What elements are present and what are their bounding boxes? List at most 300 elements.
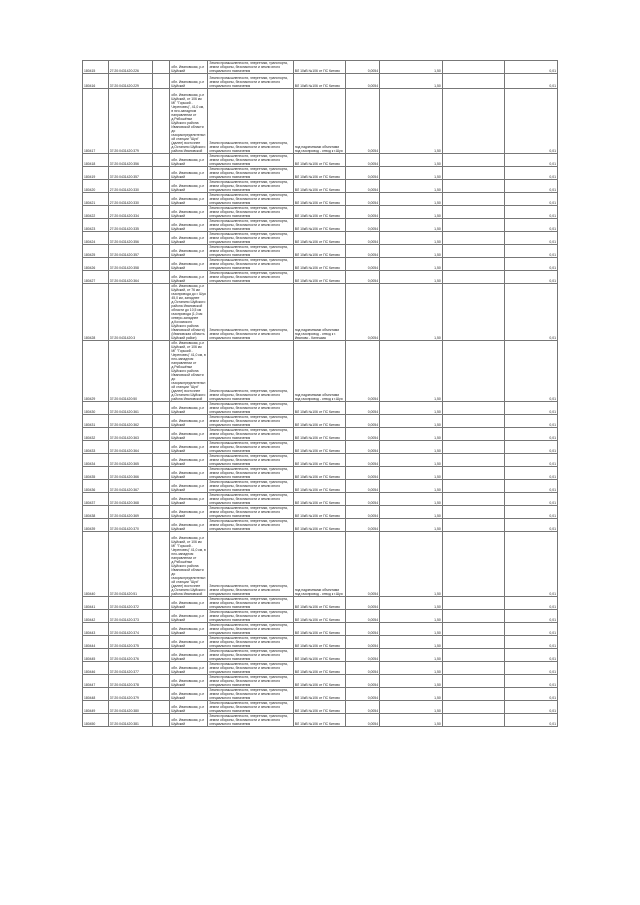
land-category-cell: Земли промышленности, энергетики, транспорта, земли обороны, безопасности и земли иного специального назначения (208, 206, 293, 219)
sum-cell: 0,01 (505, 154, 558, 167)
table-row (83, 623, 558, 636)
table-row (83, 245, 558, 258)
address-cell: обл. Ивановская, р-н Шуйский (170, 623, 208, 636)
area-cell: 0,0054 (346, 167, 380, 180)
area-cell: 0,0054 (346, 519, 380, 532)
row-id-cell: 180445 (83, 649, 109, 662)
address-cell: обл. Ивановская, р-н Шуйский (170, 167, 208, 180)
sum-cell: 0,01 (505, 428, 558, 441)
sum-cell: 0,01 (505, 74, 558, 89)
table-row (83, 415, 558, 428)
spacer-cell (152, 258, 169, 271)
blank-cell (442, 506, 505, 519)
blank-cell (442, 61, 505, 74)
blank-cell (442, 341, 505, 402)
land-category-cell: Земли промышленности, энергетики, транспорта, земли обороны, безопасности и земли иного специального назначения (208, 675, 293, 688)
spacer-cell (152, 714, 169, 727)
row-id-cell: 180436 (83, 480, 109, 493)
area-cell: 0,0054 (346, 89, 380, 154)
land-category-cell: Земли промышленности, энергетики, транспорта, земли обороны, безопасности и земли иного специального назначения (208, 662, 293, 675)
table-row (83, 341, 558, 402)
cadastral-number-cell: 27:20:0431420:330 (108, 180, 152, 193)
blank-cell (442, 415, 505, 428)
purpose-cell: ВЛ 10кВ №106 от ПС Китово (293, 454, 345, 467)
cadastral-number-cell: 37:20:0431420:50 (108, 341, 152, 402)
address-cell: обл. Ивановская, р-н Шуйский (170, 232, 208, 245)
rate-cell: 1,50 (380, 688, 443, 701)
area-cell: 0,0054 (346, 441, 380, 454)
blank-cell (442, 467, 505, 480)
purpose-cell: ВЛ 10кВ №106 от ПС Китово (293, 74, 345, 89)
purpose-cell: ВЛ 10кВ №106 от ПС Китово (293, 675, 345, 688)
land-category-cell: Земли промышленности, энергетики, транспорта, земли обороны, безопасности и земли иного специального назначения (208, 623, 293, 636)
land-category-cell: Земли промышленности, энергетики, транспорта, земли обороны, безопасности и земли иного специального назначения (208, 454, 293, 467)
row-id-cell: 180416 (83, 74, 109, 89)
rate-cell: 1,50 (380, 415, 443, 428)
row-id-cell: 180434 (83, 454, 109, 467)
sum-cell: 0,01 (505, 610, 558, 623)
cadastral-number-cell: 37:20:0431420:376 (108, 649, 152, 662)
rate-cell: 1,50 (380, 341, 443, 402)
address-cell: обл. Ивановская, р-н Шуйский (170, 415, 208, 428)
purpose-cell: ВЛ 10кВ №106 от ПС Китово (293, 467, 345, 480)
table-row (83, 284, 558, 341)
area-cell: 0,0054 (346, 284, 380, 341)
blank-cell (442, 493, 505, 506)
sum-cell: 0,01 (505, 341, 558, 402)
area-cell: 0,0054 (346, 271, 380, 284)
purpose-cell: ВЛ 10кВ №106 от ПС Китово (293, 714, 345, 727)
purpose-cell: ВЛ 10кВ №106 от ПС Китово (293, 623, 345, 636)
blank-cell (442, 245, 505, 258)
spacer-cell (152, 493, 169, 506)
address-cell: обл. Ивановская, р-н Шуйский (170, 180, 208, 193)
purpose-cell: ВЛ 10кВ №106 от ПС Китово (293, 180, 345, 193)
land-category-cell: Земли промышленности, энергетики, транспорта, земли обороны, безопасности и земли иного специального назначения (208, 532, 293, 597)
rate-cell: 1,50 (380, 714, 443, 727)
rate-cell: 1,50 (380, 167, 443, 180)
row-id-cell: 180444 (83, 636, 109, 649)
address-cell: обл. Ивановская, р-н Шуйский (170, 219, 208, 232)
table-row (83, 167, 558, 180)
purpose-cell: ВЛ 10кВ №106 от ПС Китово (293, 271, 345, 284)
cadastral-number-cell: 37:20:0431420:381 (108, 714, 152, 727)
rate-cell: 1,50 (380, 493, 443, 506)
spacer-cell (152, 193, 169, 206)
area-cell: 0,0054 (346, 206, 380, 219)
row-id-cell: 180443 (83, 623, 109, 636)
cadastral-number-cell: 37:20:0431420:358 (108, 258, 152, 271)
purpose-cell: ВЛ 10кВ №106 от ПС Китово (293, 649, 345, 662)
spacer-cell (152, 271, 169, 284)
address-cell: обл. Ивановская, р-н Шуйский (170, 206, 208, 219)
blank-cell (442, 688, 505, 701)
table-row (83, 428, 558, 441)
purpose-cell: ВЛ 10кВ №106 от ПС Китово (293, 519, 345, 532)
purpose-cell: ВЛ 10кВ №106 от ПС Китово (293, 245, 345, 258)
sum-cell: 0,01 (505, 193, 558, 206)
row-id-cell: 180439 (83, 519, 109, 532)
spacer-cell (152, 167, 169, 180)
row-id-cell: 180431 (83, 415, 109, 428)
blank-cell (442, 532, 505, 597)
purpose-cell: ВЛ 10кВ №106 от ПС Китово (293, 480, 345, 493)
blank-cell (442, 193, 505, 206)
spacer-cell (152, 610, 169, 623)
blank-cell (442, 636, 505, 649)
cadastral-number-cell: 37:20:0431420:370 (108, 519, 152, 532)
spacer-cell (152, 206, 169, 219)
table-row (83, 662, 558, 675)
land-category-cell: Земли промышленности, энергетики, транспорта, земли обороны, безопасности и земли иного специального назначения (208, 506, 293, 519)
purpose-cell: ВЛ 10кВ №106 от ПС Китово (293, 61, 345, 74)
address-cell: обл. Ивановская, р-н Шуйский, от 106 км МГ "Горький - Череповец", 41,0 км, в юго-западном направлении от д.Рябошёнки Шуйского района Ивановской области до газораспределительной станции "Шуя" (далее) восточнее д.Останино Шуйского района Ивановской (170, 89, 208, 154)
rate-cell: 1,50 (380, 61, 443, 74)
blank-cell (442, 154, 505, 167)
land-category-cell: Земли промышленности, энергетики, транспорта, земли обороны, безопасности и земли иного специального назначения (208, 701, 293, 714)
sum-cell: 0,01 (505, 454, 558, 467)
rate-cell: 1,50 (380, 636, 443, 649)
rate-cell: 1,50 (380, 89, 443, 154)
blank-cell (442, 284, 505, 341)
table-row (83, 454, 558, 467)
land-category-cell: Земли промышленности, энергетики, транспорта, земли обороны, безопасности и земли иного специального назначения (208, 428, 293, 441)
table-row (83, 610, 558, 623)
area-cell: 0,0054 (346, 688, 380, 701)
address-cell: обл. Ивановская, р-н Шуйский (170, 193, 208, 206)
table-row (83, 154, 558, 167)
blank-cell (442, 180, 505, 193)
area-cell: 0,0054 (346, 402, 380, 415)
table-row (83, 180, 558, 193)
blank-cell (442, 597, 505, 610)
cadastral-number-cell: 37:20:0431420:377 (108, 662, 152, 675)
sum-cell: 0,01 (505, 662, 558, 675)
address-cell: обл. Ивановская, р-н Шуйский (170, 154, 208, 167)
sum-cell: 0,01 (505, 701, 558, 714)
sum-cell: 0,01 (505, 89, 558, 154)
row-id-cell: 180432 (83, 428, 109, 441)
rate-cell: 1,50 (380, 480, 443, 493)
spacer-cell (152, 154, 169, 167)
area-cell: 0,0054 (346, 493, 380, 506)
spacer-cell (152, 89, 169, 154)
row-id-cell: 180418 (83, 154, 109, 167)
address-cell: обл. Ивановская, р-н Шуйский (170, 402, 208, 415)
address-cell: обл. Ивановская, р-н Шуйский (170, 688, 208, 701)
address-cell: обл. Ивановская, р-н Шуйский (170, 519, 208, 532)
blank-cell (442, 441, 505, 454)
address-cell: обл. Ивановская, р-н Шуйский, от 106 км МГ "Горький - Череповец" 41,0 км, в юго-западном направлении от д.Рябошёнки Шуйского района Ивановской области до газораспределительной станции "Шуя" (далее) восточнее д.Останино Шуйского района Ивановской (170, 341, 208, 402)
row-id-cell: 180429 (83, 341, 109, 402)
rate-cell: 1,50 (380, 454, 443, 467)
spacer-cell (152, 688, 169, 701)
area-cell: 0,0054 (346, 701, 380, 714)
rate-cell: 1,50 (380, 532, 443, 597)
purpose-cell: ВЛ 10кВ №106 от ПС Китово (293, 493, 345, 506)
blank-cell (442, 610, 505, 623)
area-cell: 0,0054 (346, 245, 380, 258)
area-cell: 0,0054 (346, 428, 380, 441)
area-cell: 0,0054 (346, 180, 380, 193)
land-category-cell: Земли промышленности, энергетики, транспорта, земли обороны, безопасности и земли иного специального назначения (208, 402, 293, 415)
sum-cell: 0,01 (505, 180, 558, 193)
blank-cell (442, 219, 505, 232)
address-cell: обл. Ивановская, р-н Шуйский (170, 714, 208, 727)
sum-cell: 0,01 (505, 493, 558, 506)
table-row (83, 519, 558, 532)
blank-cell (442, 402, 505, 415)
land-category-cell: Земли промышленности, энергетики, транспорта, земли обороны, безопасности и земли иного специального назначения (208, 597, 293, 610)
sum-cell: 0,01 (505, 623, 558, 636)
address-cell: обл. Ивановская, р-н Шуйский (170, 597, 208, 610)
rate-cell: 1,50 (380, 623, 443, 636)
land-category-cell: Земли промышленности, энергетики, транспорта, земли обороны, безопасности и земли иного специального назначения (208, 519, 293, 532)
sum-cell: 0,01 (505, 245, 558, 258)
address-cell: обл. Ивановская, р-н Шуйский (170, 636, 208, 649)
sum-cell: 0,01 (505, 167, 558, 180)
spacer-cell (152, 284, 169, 341)
land-category-cell: Земли промышленности, энергетики, транспорта, земли обороны, безопасности и земли иного специального назначения (208, 714, 293, 727)
table-row (83, 219, 558, 232)
spacer-cell (152, 415, 169, 428)
land-category-cell: Земли промышленности, энергетики, транспорта, земли обороны, безопасности и земли иного специального назначения (208, 219, 293, 232)
land-category-cell: Земли промышленности, энергетики, транспорта, земли обороны, безопасности и земли иного специального назначения (208, 154, 293, 167)
land-category-cell: Земли промышленности, энергетики, транспорта, земли обороны, безопасности и земли иного специального назначения (208, 480, 293, 493)
address-cell: обл. Ивановская, р-н Шуйский (170, 649, 208, 662)
cadastral-number-cell: 37:20:0431420:366 (108, 467, 152, 480)
purpose-cell: ВЛ 10кВ №106 от ПС Китово (293, 597, 345, 610)
purpose-cell: ВЛ 10кВ №106 от ПС Китово (293, 415, 345, 428)
land-category-cell: Земли промышленности, энергетики, транспорта, земли обороны, безопасности и земли иного специального назначения (208, 232, 293, 245)
address-cell: обл. Ивановская, р-н Шуйский (170, 74, 208, 89)
land-category-cell: Земли промышленности, энергетики, транспорта, земли обороны, безопасности и земли иного специального назначения (208, 167, 293, 180)
blank-cell (442, 714, 505, 727)
row-id-cell: 180427 (83, 271, 109, 284)
row-id-cell: 180433 (83, 441, 109, 454)
cadastral-number-cell: 37:20:0431420:380 (108, 701, 152, 714)
cadastral-number-cell: 37:20:0431420:357 (108, 245, 152, 258)
land-category-cell: Земли промышленности, энергетики, транспорта, земли обороны, безопасности и земли иного специального назначения (208, 636, 293, 649)
area-cell: 0,0054 (346, 623, 380, 636)
rate-cell: 1,50 (380, 271, 443, 284)
land-category-cell: Земли промышленности, энергетики, транспорта, земли обороны, безопасности и земли иного специального назначения (208, 245, 293, 258)
table-row (83, 675, 558, 688)
table-row (83, 441, 558, 454)
land-category-cell: Земли промышленности, энергетики, транспорта, земли обороны, безопасности и земли иного специального назначения (208, 271, 293, 284)
rate-cell: 1,50 (380, 284, 443, 341)
table-row (83, 61, 558, 74)
purpose-cell: ВЛ 10кВ №106 от ПС Китово (293, 193, 345, 206)
cadastral-number-cell: 27:20:0431420:335 (108, 219, 152, 232)
table-row (83, 688, 558, 701)
spacer-cell (152, 675, 169, 688)
rate-cell: 1,50 (380, 428, 443, 441)
cadastral-number-cell: 37:20:0431420:372 (108, 597, 152, 610)
rate-cell: 1,50 (380, 245, 443, 258)
purpose-cell: ВЛ 10кВ №106 от ПС Китово (293, 662, 345, 675)
spacer-cell (152, 441, 169, 454)
rate-cell: 1,50 (380, 232, 443, 245)
sum-cell: 0,01 (505, 675, 558, 688)
table-body (83, 61, 558, 727)
row-id-cell: 180419 (83, 167, 109, 180)
table-row (83, 258, 558, 271)
purpose-cell: ВЛ 10кВ №106 от ПС Китово (293, 219, 345, 232)
purpose-cell: ВЛ 10кВ №106 от ПС Китово (293, 167, 345, 180)
address-cell: обл. Ивановская, р-н Шуйский (170, 245, 208, 258)
row-id-cell: 180448 (83, 688, 109, 701)
cadastral-number-cell: 37:20:0431420:363 (108, 428, 152, 441)
sum-cell: 0,01 (505, 467, 558, 480)
address-cell: обл. Ивановская, р-н Шуйский (170, 467, 208, 480)
blank-cell (442, 232, 505, 245)
area-cell: 0,0054 (346, 532, 380, 597)
cadastral-number-cell: 37:20:0431420:3 (108, 284, 152, 341)
row-id-cell: 180435 (83, 467, 109, 480)
spacer-cell (152, 245, 169, 258)
cadastral-number-cell: 37:20:0431420:364 (108, 441, 152, 454)
area-cell: 0,0054 (346, 506, 380, 519)
row-id-cell: 180423 (83, 219, 109, 232)
spacer-cell (152, 341, 169, 402)
table-row (83, 506, 558, 519)
row-id-cell: 180421 (83, 193, 109, 206)
rate-cell: 1,50 (380, 180, 443, 193)
address-cell: обл. Ивановская, р-н Шуйский (170, 454, 208, 467)
spacer-cell (152, 467, 169, 480)
rate-cell: 1,50 (380, 701, 443, 714)
area-cell: 0,0054 (346, 597, 380, 610)
row-id-cell: 180441 (83, 597, 109, 610)
blank-cell (442, 480, 505, 493)
cadastral-number-cell: 37:20:0431420:365 (108, 454, 152, 467)
cadastral-number-cell: 37:20:0431420:369 (108, 506, 152, 519)
cadastral-number-cell: 37:20:0431420:378 (108, 675, 152, 688)
area-cell: 0,0054 (346, 61, 380, 74)
rate-cell: 1,50 (380, 662, 443, 675)
table-row (83, 271, 558, 284)
land-category-cell: Земли промышленности, энергетики, транспорта, земли обороны, безопасности и земли иного специального назначения (208, 74, 293, 89)
row-id-cell: 180440 (83, 532, 109, 597)
row-id-cell: 180424 (83, 232, 109, 245)
blank-cell (442, 454, 505, 467)
rate-cell: 1,50 (380, 597, 443, 610)
sum-cell: 0,01 (505, 714, 558, 727)
land-category-cell: Земли промышленности, энергетики, транспорта, земли обороны, безопасности и земли иного специального назначения (208, 258, 293, 271)
row-id-cell: 180438 (83, 506, 109, 519)
address-cell: обл. Ивановская, р-н Шуйский (170, 662, 208, 675)
rate-cell: 1,50 (380, 193, 443, 206)
purpose-cell: ВЛ 10кВ №106 от ПС Китово (293, 402, 345, 415)
purpose-cell: ВЛ 10кВ №106 от ПС Китово (293, 610, 345, 623)
table-row (83, 480, 558, 493)
rate-cell: 1,50 (380, 441, 443, 454)
sum-cell: 0,01 (505, 688, 558, 701)
table-row (83, 714, 558, 727)
sum-cell: 0,01 (505, 232, 558, 245)
area-cell: 0,0054 (346, 219, 380, 232)
purpose-cell: ВЛ 10кВ №106 от ПС Китово (293, 206, 345, 219)
table-row (83, 532, 558, 597)
area-cell: 0,0054 (346, 636, 380, 649)
rate-cell: 1,50 (380, 649, 443, 662)
area-cell: 0,0054 (346, 454, 380, 467)
purpose-cell: ВЛ 10кВ №106 от ПС Китово (293, 506, 345, 519)
cadastral-number-cell: 37:20:0431420:356 (108, 232, 152, 245)
cadastral-number-cell: 37:20:0431420:361 (108, 402, 152, 415)
area-cell: 0,0054 (346, 675, 380, 688)
rate-cell: 1,50 (380, 402, 443, 415)
row-id-cell: 180425 (83, 245, 109, 258)
table-row (83, 467, 558, 480)
cadastral-number-cell: 37:20:0431420:367 (108, 480, 152, 493)
row-id-cell: 180415 (83, 61, 109, 74)
row-id-cell: 180450 (83, 714, 109, 727)
spacer-cell (152, 232, 169, 245)
purpose-cell: ВЛ 10кВ №106 от ПС Китово (293, 154, 345, 167)
sum-cell: 0,01 (505, 415, 558, 428)
cadastral-number-cell: 37:20:0431420:379 (108, 688, 152, 701)
cadastral-number-cell: 37:20:0431420:368 (108, 493, 152, 506)
cadastral-number-cell: 27:20:0431420:334 (108, 206, 152, 219)
spacer-cell (152, 519, 169, 532)
table-row (83, 597, 558, 610)
spacer-cell (152, 506, 169, 519)
sum-cell: 0,01 (505, 402, 558, 415)
row-id-cell: 180420 (83, 180, 109, 193)
blank-cell (442, 428, 505, 441)
rate-cell: 1,50 (380, 206, 443, 219)
land-category-cell: Земли промышленности, энергетики, транспорта, земли обороны, безопасности и земли иного специального назначения (208, 193, 293, 206)
blank-cell (442, 206, 505, 219)
rate-cell: 1,50 (380, 519, 443, 532)
land-register-table (82, 60, 558, 727)
table-row (83, 649, 558, 662)
area-cell: 0,0054 (346, 480, 380, 493)
land-category-cell: Земли промышленности, энергетики, транспорта, земли обороны, безопасности и земли иного специального назначения (208, 610, 293, 623)
row-id-cell: 180437 (83, 493, 109, 506)
sum-cell: 0,01 (505, 519, 558, 532)
land-category-cell: Земли промышленности, энергетики, транспорта, земли обороны, безопасности и земли иного специального назначения (208, 467, 293, 480)
blank-cell (442, 701, 505, 714)
address-cell: обл. Ивановская, р-н Шуйский (170, 428, 208, 441)
sum-cell: 0,01 (505, 636, 558, 649)
rate-cell: 1,50 (380, 610, 443, 623)
spacer-cell (152, 74, 169, 89)
spacer-cell (152, 180, 169, 193)
row-id-cell: 180449 (83, 701, 109, 714)
address-cell: обл. Ивановская, р-н Шуйский (170, 701, 208, 714)
purpose-cell: под надземными объектами под газопровод - отвод к г.Шуя (293, 341, 345, 402)
area-cell: 0,0054 (346, 154, 380, 167)
row-id-cell: 180430 (83, 402, 109, 415)
cadastral-number-cell: 37:20:0431420:357 (108, 167, 152, 180)
sum-cell: 0,01 (505, 480, 558, 493)
row-id-cell: 180442 (83, 610, 109, 623)
land-category-cell: Земли промышленности, энергетики, транспорта, земли обороны, безопасности и земли иного специального назначения (208, 415, 293, 428)
cadastral-number-cell: 37:20:0431420:373 (108, 610, 152, 623)
area-cell: 0,0054 (346, 714, 380, 727)
sum-cell: 0,01 (505, 441, 558, 454)
table-row (83, 193, 558, 206)
land-category-cell: Земли промышленности, энергетики, транспорта, земли обороны, безопасности и земли иного специального назначения (208, 61, 293, 74)
purpose-cell: ВЛ 10кВ №106 от ПС Китово (293, 701, 345, 714)
sum-cell: 0,01 (505, 532, 558, 597)
blank-cell (442, 167, 505, 180)
sum-cell: 0,01 (505, 206, 558, 219)
address-cell: обл. Ивановская, р-н Шуйский (170, 675, 208, 688)
